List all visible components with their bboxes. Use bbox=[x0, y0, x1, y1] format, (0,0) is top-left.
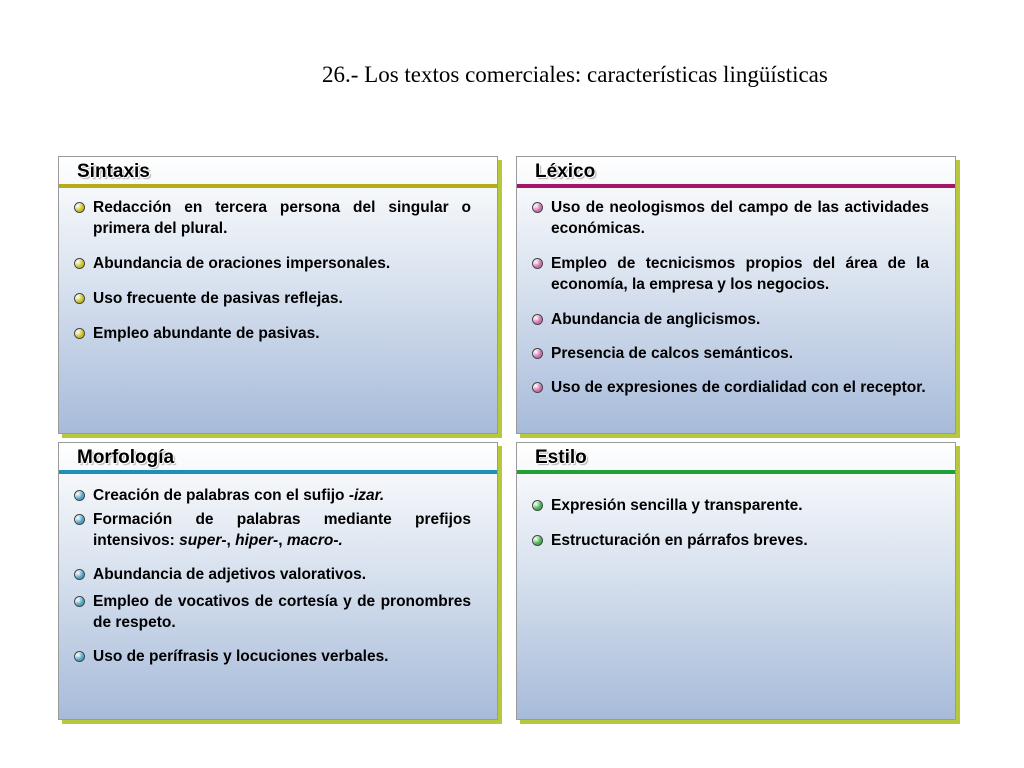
bullet-icon bbox=[74, 202, 85, 213]
list-estilo bbox=[532, 495, 929, 565]
header-bar-lexico bbox=[517, 184, 955, 188]
bullet-icon bbox=[74, 569, 85, 580]
panel-header-lexico bbox=[517, 157, 955, 188]
panel-header-estilo bbox=[517, 443, 955, 474]
panel-title-lexico: Léxico bbox=[535, 161, 596, 182]
list-morfologia bbox=[74, 485, 471, 667]
list-lexico bbox=[532, 197, 929, 398]
list-item: Uso frecuente de pasivas reflejas. bbox=[74, 288, 471, 309]
panel-header-morfologia bbox=[59, 443, 497, 474]
list-item: Empleo de tecnicismos propios del área de la economía, la empresa y los negocios. bbox=[532, 253, 929, 295]
list-item: Estructuración en párrafos breves. bbox=[532, 530, 929, 551]
panel-lexico bbox=[516, 156, 956, 434]
list-item: Abundancia de oraciones impersonales. bbox=[74, 253, 471, 274]
list-item: Empleo de vocativos de cortesía y de pronombres de respeto. bbox=[74, 591, 471, 633]
bullet-icon bbox=[532, 535, 543, 546]
list-item: Uso de perífrasis y locuciones verbales. bbox=[74, 646, 471, 667]
bullet-icon bbox=[74, 328, 85, 339]
bullet-icon bbox=[74, 596, 85, 607]
header-bar-morfologia bbox=[59, 470, 497, 474]
bullet-icon bbox=[74, 651, 85, 662]
bullet-icon bbox=[74, 490, 85, 501]
header-bar-estilo bbox=[517, 470, 955, 474]
panel-morfologia bbox=[58, 442, 498, 720]
bullet-icon bbox=[532, 314, 543, 325]
panel-header-sintaxis bbox=[59, 157, 497, 188]
bullet-icon bbox=[74, 293, 85, 304]
panel-title-sintaxis: Sintaxis bbox=[77, 161, 150, 182]
list-item: Redacción en tercera persona del singular o primera del plural. bbox=[74, 197, 471, 239]
panel-title-estilo: Estilo bbox=[535, 447, 587, 468]
panel-title-morfologia: Morfología bbox=[77, 447, 175, 468]
list-sintaxis bbox=[74, 197, 471, 358]
list-item: Presencia de calcos semánticos. bbox=[532, 343, 929, 364]
bullet-icon bbox=[532, 382, 543, 393]
bullet-icon bbox=[74, 258, 85, 269]
list-item: Expresión sencilla y transparente. bbox=[532, 495, 929, 516]
list-item: Abundancia de anglicismos. bbox=[532, 309, 929, 330]
list-item: Uso de neologismos del campo de las actividades económicas. bbox=[532, 197, 929, 239]
list-item: Abundancia de adjetivos valorativos. bbox=[74, 564, 471, 585]
bullet-icon bbox=[532, 348, 543, 359]
panel-estilo bbox=[516, 442, 956, 720]
bullet-icon bbox=[74, 514, 85, 525]
bullet-icon bbox=[532, 500, 543, 511]
header-bar-sintaxis bbox=[59, 184, 497, 188]
bullet-icon bbox=[532, 258, 543, 269]
list-item: Empleo abundante de pasivas. bbox=[74, 323, 471, 344]
slide-title: 26.- Los textos comerciales: características lingüísticas bbox=[322, 62, 828, 87]
panel-sintaxis bbox=[58, 156, 498, 434]
bullet-icon bbox=[532, 202, 543, 213]
list-item: Uso de expresiones de cordialidad con el receptor. bbox=[532, 377, 929, 398]
list-item: Formación de palabras mediante prefijos intensivos: super-, hiper-, macro-. bbox=[74, 509, 471, 551]
list-item: Creación de palabras con el sufijo -izar. bbox=[74, 485, 471, 506]
